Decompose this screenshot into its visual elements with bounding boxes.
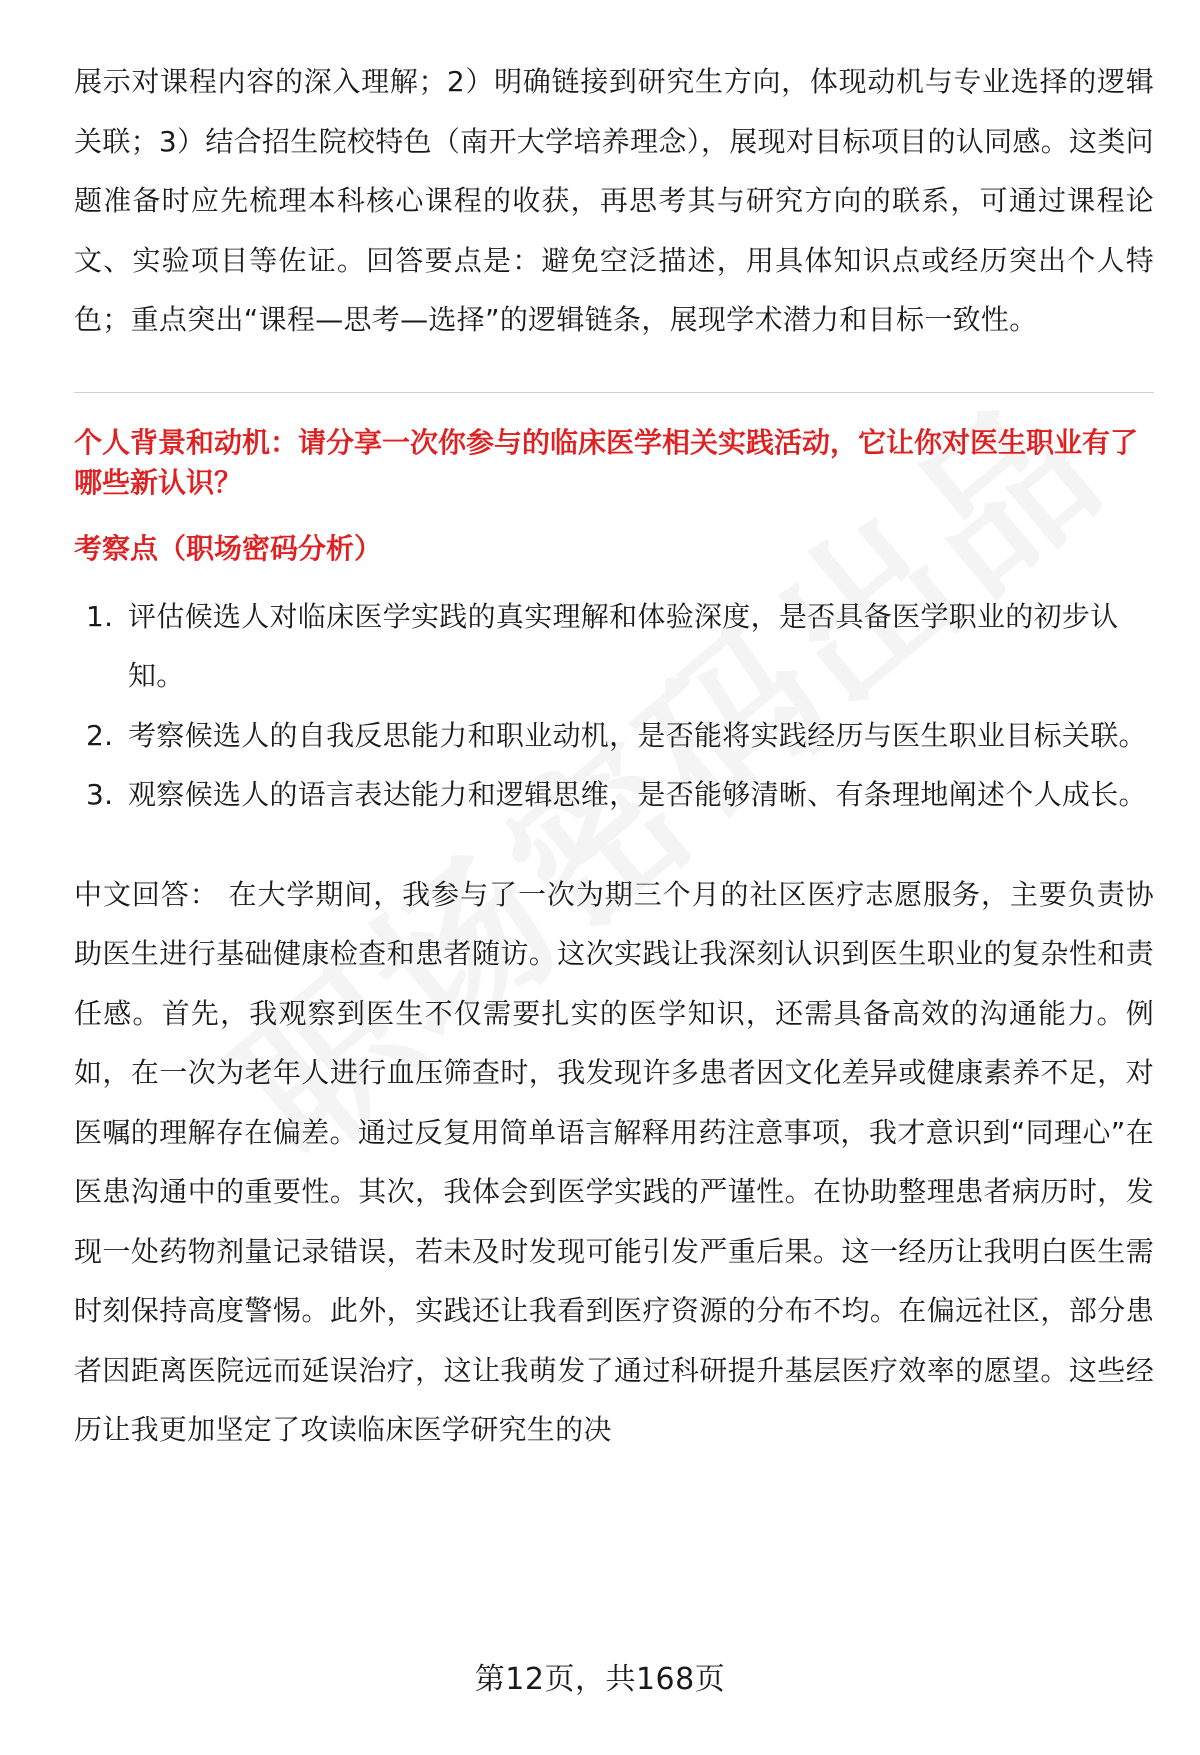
points-title: 考察点（职场密码分析） [74,531,383,565]
list-item-number: 1. [86,599,114,633]
page-content [74,52,1154,1460]
list-item-number: 2. [86,718,114,752]
list-item [74,587,1154,706]
list-item-text: 评估候选人对临床医学实践的真实理解和体验深度，是否具备医学职业的初步认知。 [128,599,1119,692]
list-item-text: 观察候选人的语言表达能力和逻辑思维，是否能够清晰、有条理地阐述个人成长。 [128,778,1147,811]
page-footer: 第12页，共168页 [474,1662,726,1697]
intro-paragraph: 展示对课程内容的深入理解；2）明确链接到研究生方向，体现动机与专业选择的逻辑关联；3）结合招生院校特色（南开大学培养理念），展现对目标项目的认同感。这类问题准备时应先梳理本科核心课程的收获，再思考其与研究方向的联系，可通过课程论文、实验项目等佐证。回答要点是：避免空泛描述，用具体知识点或经历突出个人特色；重点突出“课程—思考—选择”的逻辑链条，展现学术潜力和目标一致性。 [74,65,1154,336]
list-item [74,706,1154,766]
question-heading: 个人背景和动机：请分享一次你参与的临床医学相关实践活动，它让你对医生职业有了哪些新认识？ [74,425,1139,499]
list-item [74,765,1154,825]
list-item-number: 3. [86,778,114,811]
list-item-text: 考察候选人的自我反思能力和职业动机，是否能将实践经历与医生职业目标关联。 [128,718,1147,752]
section-divider [74,392,1154,393]
points-list [74,587,1154,825]
answer-paragraph: 中文回答： 在大学期间，我参与了一次为期三个月的社区医疗志愿服务，主要负责协助医生进行基础健康检查和患者随访。这次实践让我深刻认识到医生职业的复杂性和责任感。首先，我观察到医生不仅需要扎实的医学知识，还需具备高效的沟通能力。例如，在一次为老年人进行血压筛查时，我发现许多患者因文化差异或健康素养不足，对医嘱的理解存在偏差。通过反复用简单语言解释用药注意事项，我才意识到“同理心”在医患沟通中的重要性。其次，我体会到医学实践的严谨性。在协助整理患者病历时，发现一处药物剂量记录错误，若未及时发现可能引发严重后果。这一经历让我明白医生需时刻保持高度警惕。此外，实践还让我看到医疗资源的分布不均。在偏远社区，部分患者因距离医院远而延误治疗，这让我萌发了通过科研提升基层医疗效率的愿望。这些经历让我更加坚定了攻读临床医学研究生的决 [74,877,1154,1446]
